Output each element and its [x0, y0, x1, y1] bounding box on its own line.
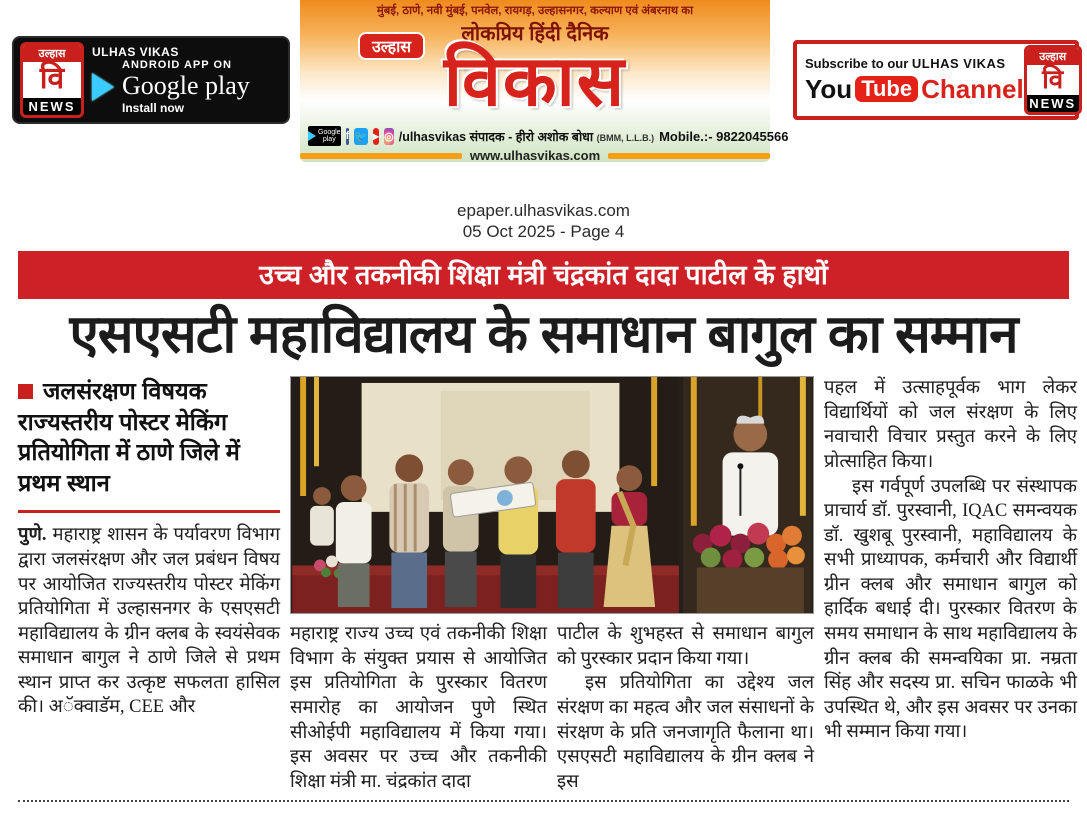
you-label: You [805, 73, 853, 104]
android-app-banner[interactable] [12, 36, 290, 124]
app-banner-brand: ULHAS VIKAS [92, 45, 179, 59]
body-paragraph: पाटील के शुभहस्त से समाधान बागुल को पुरस्कार प्रदान किया गया। [557, 624, 814, 669]
website-row [300, 148, 770, 163]
subscribe-brand: ULHAS VIKAS [911, 55, 1006, 71]
website-url[interactable]: www.ulhasvikas.com [469, 148, 601, 163]
mobile-number: Mobile.:- 9822045566 [659, 128, 789, 144]
page-header [0, 0, 1087, 200]
social-handle-line [399, 128, 654, 145]
body-paragraph [18, 523, 280, 720]
article-column-4 [824, 376, 1077, 794]
award-ceremony-photo [290, 376, 814, 614]
channel-label: Channel [921, 73, 1024, 104]
instagram-icon[interactable]: ◎ [384, 128, 394, 145]
logo-main-glyph: वि [1042, 64, 1064, 94]
body-paragraph: इस गर्वपूर्ण उपलब्धि पर संस्थापक प्राचार्य डॉ. पुरस्वानी, IQAC समन्वयक डॉ. खुशबू पुरस्वानी, महाविद्यालय के सभी प्राध्यापक, कर्मचारी और विद्यार्थी ग्रीन क्लब और समाधान बागुल को हार्दिक बधाई दी। पुरस्कार वितरण के समय समाधान के साथ महाविद्यालय के ग्रीन क्लब की समन्वयिका प्रा. नम्रता सिंह और सदस्य प्रा. सचिन फाळके भी उपस्थित थे, और इस अवसर पर उनका भी सम्मान किया गया। [824, 476, 1077, 743]
article-column-2 [290, 622, 547, 794]
ulhas-vikas-news-logo [20, 42, 84, 118]
subscribe-prefix: Subscribe to our [805, 55, 909, 71]
logo-news-label: NEWS [23, 98, 81, 115]
col1-text: महाराष्ट्र शासन के पर्यावरण विभाग द्वारा जलसंरक्षण और जल प्रबंधन विषय पर आयोजित राज्यस्तरीय पोस्टर मेकिंग प्रतियोगिता में उल्हासनगर के एसएसटी महाविद्यालय के ग्रीन क्लब के स्वयंसेवक समाधान बागुल ने ठाणे जिले से प्रथम स्थान प्राप्त कर उत्कृष्ट सफलता हासिल की। अॅक्वाडॅम, CEE और [18, 525, 280, 718]
editor-qualification: (BMM, L.L.B.) [596, 132, 655, 143]
ulhas-vikas-news-logo [1024, 45, 1082, 115]
date-page-line: 05 Oct 2025 - Page 4 [462, 222, 625, 242]
article-column-1 [18, 376, 280, 794]
google-play-mini-label: Google play [318, 129, 341, 143]
google-play-mini-badge[interactable] [308, 126, 341, 146]
tagline: लोकप्रिय हिंदी दैनिक [461, 23, 609, 45]
facebook-icon[interactable]: f [346, 128, 350, 145]
body-paragraph: इस प्रतियोगिता का उद्देश्य जल संरक्षण का महत्व और जल संसाधनों के संरक्षण के प्रति जनजागृति फैलाना था। एसएसटी महाविद्यालय के ग्रीन क्लब ने इस [557, 673, 814, 792]
logo-top-label: उल्हास [23, 45, 81, 62]
editor-line: संपादक - हीरो अशोक बोधा [469, 129, 594, 144]
article-middle-section [290, 376, 814, 794]
masthead-title-main: विकास [443, 42, 627, 120]
logo-main-glyph: वि [39, 62, 65, 95]
app-banner-content [92, 45, 282, 115]
subhead-text: जलसंरक्षण विषयक राज्यस्तरीय पोस्टर मेकिंग प्रतियोगिता में ठाणे जिले में प्रथम स्थान [18, 378, 240, 496]
youtube-subscribe-banner[interactable] [793, 40, 1079, 120]
red-bullet-icon [18, 384, 33, 399]
website-bar-left [300, 153, 462, 159]
body-paragraph: पहल में उत्साहपूर्वक भाग लेकर विद्यार्थियों को जल संरक्षण के लिए नवाचारी विचार प्रस्तुत करने के लिए प्रोत्साहित किया। [824, 378, 1077, 472]
google-play-label: Google play [122, 71, 250, 100]
subscribe-text-block [805, 56, 1024, 105]
cities-line: मुंबई, ठाणे, नवी मुंबई, पनवेल, रायगड़, उल्हासनगर, कल्याण एवं अंबरनाथ का [376, 5, 694, 17]
google-play-icon [92, 73, 114, 101]
main-headline: एसएसटी महाविद्यालय के समाधान बागुल का सम्मान [69, 304, 1018, 364]
youtube-tube-badge: Tube [855, 76, 918, 102]
body-paragraph: महाराष्ट्र राज्य उच्च एवं तकनीकी शिक्षा विभाग के संयुक्त प्रयास से आयोजित इस प्रतियोगिता के पुरस्कार वितरण समारोह का आयोजन पुणे स्थित सीओईपी महाविद्यालय में किया गया। इस अवसर पर उच्च और तकनीकी शिक्षा मंत्री मा. चंद्रकांत दादा [290, 624, 547, 792]
masthead-title [300, 39, 770, 124]
epaper-url: epaper.ulhasvikas.com [457, 201, 630, 220]
red-rule-divider [18, 510, 280, 513]
article-subhead [18, 376, 280, 498]
install-now-label: Install now [122, 101, 185, 115]
website-bar-right [608, 153, 770, 159]
article-body [0, 372, 1087, 794]
android-app-on-label: ANDROID APP ON [122, 59, 232, 71]
masthead-title-small: उल्हास [358, 32, 425, 60]
youtube-icon[interactable]: ▶ [373, 128, 379, 145]
article-column-3 [557, 622, 814, 794]
kicker-band: उच्च और तकनीकी शिक्षा मंत्री चंद्रकांत दादा पाटील के हाथों [18, 251, 1069, 299]
dateline: पुणे. [18, 525, 47, 546]
twitter-icon[interactable]: 🐦 [354, 128, 368, 145]
logo-top-label: उल्हास [1027, 48, 1079, 65]
social-handle: /ulhasvikas [398, 129, 467, 144]
bottom-dotted-divider [18, 800, 1069, 804]
social-row [300, 124, 789, 146]
masthead [300, 0, 789, 163]
google-play-icon [308, 131, 316, 141]
logo-news-label: NEWS [1027, 95, 1079, 112]
